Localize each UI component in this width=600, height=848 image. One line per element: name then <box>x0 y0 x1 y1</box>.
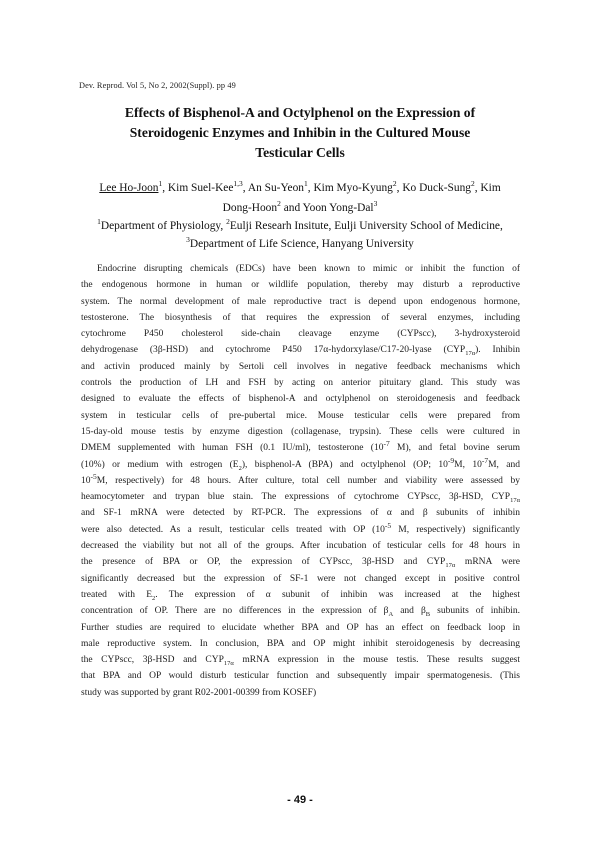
abstract-line: decreased the viability but not all of the groups. After incubation of testicular cells for 48 hours in <box>81 541 520 552</box>
abstract-body <box>81 261 520 701</box>
abstract-line: dehydrogenase (3β-HSD) and cytochrome P450 17α-hydorxylase/C17-20-lyase $(CYP_{17\alpha})$. Inhibin <box>81 345 520 358</box>
affiliation-text: Department of Life Science, Hanyang University <box>189 237 414 250</box>
abstract-line: study was supported by grant R02-2001-00399 from KOSEF) <box>81 687 317 698</box>
author-affiliation-mark: 1,3 <box>233 179 243 189</box>
abstract-line: DMEM supplemented with human FSH (0.1 IU/ml), testosterone ($10^{-7}$ M), and fetal bovine serum <box>81 440 520 454</box>
abstract-line: (10%) or medium with estrogen $(E_2)$, bisphenol-A (BPA) and octylphenol (OP; $10^{-9}M$, $10^{-7}M$, and <box>81 456 520 472</box>
abstract-line: controls the production of LH and FSH by acting on anterior pituitary gland. This study was <box>81 378 520 389</box>
journal-citation: Dev. Reprod. Vol 5, No 2, 2002(Suppl). pp 49 <box>79 81 236 90</box>
page-number: - 49 - <box>287 794 313 806</box>
abstract-line: that BPA and OP would disturb testicular function and subsequently impair spermatogenesis. (This <box>81 671 520 682</box>
abstract-line: concentration of OP. There are no differences in the expression of $\beta_A$ and $\beta_B$ subunits of inhibin. <box>81 606 520 619</box>
abstract-line: and SF-1 mRNA were detected by RT-PCR. The expressions of α and β subunits of inhibin <box>81 508 520 519</box>
author-name: Dong-Hoon <box>222 201 278 214</box>
affiliation-line-1 <box>60 218 540 236</box>
author-name: Ko Duck-Sung <box>402 182 471 194</box>
abstract-line: were also detected. As a result, testicular cells treated with OP ($10^{-5}$ M, respectively) significantly <box>81 521 520 535</box>
paper-title <box>60 103 540 163</box>
author-affiliation-mark: 2 <box>277 198 281 208</box>
abstract-line: significantly decreased but the expression of SF-1 were not changed except in positive control <box>81 573 520 584</box>
affiliation-line-2 <box>60 236 540 254</box>
affiliation-mark: 3 <box>186 234 190 244</box>
abstract-line: the presence of BPA or OP, the expression of CYPscc, 3β-HSD and $CYP_{17\alpha}$ mRNA were <box>81 557 520 570</box>
author-name: Lee Ho-Joon <box>99 182 159 194</box>
abstract-line: and activin produced mainly by Sertoli cell involves in negative feedback mechanisms which <box>81 361 520 372</box>
abstract-line: the endogenous hormone in human or wildlife population, thereby may disturb a reproductive <box>81 280 520 291</box>
author-name: Kim Suel-Kee <box>167 182 234 194</box>
abstract-line: system in testicular cells of pre-pubertal mice. Mouse testicular cells were prepared from <box>81 410 520 421</box>
author-affiliation-mark: 1 <box>303 179 308 189</box>
abstract-line: heamocytometer and trypan blue stain. The expressions of cytochrome CYPscc, 3β-HSD, $CYP_{17\alpha}$ <box>81 492 520 505</box>
abstract-line: 15-day-old mouse testis by enzyme digestion (collagenase, trypsin). These cells were cultured in <box>81 426 520 437</box>
title-line-3: Testicular Cells <box>255 145 345 160</box>
author-affiliation-mark: 3 <box>373 198 378 208</box>
author-line-2 <box>60 199 540 219</box>
abstract-line: system. The normal development of male reproductive tract is depend upon endogenous hormone, <box>81 296 520 307</box>
author-affiliation-mark: 1 <box>158 179 163 189</box>
author-name: Kim <box>480 182 501 194</box>
affiliation-text: Eulji Researh Insitute, Eulji University School of Medicine, <box>229 220 503 232</box>
author-name: An Su-Yeon <box>247 182 304 194</box>
affiliation-text: Department of Physiology, <box>100 220 227 232</box>
author-list <box>60 179 540 218</box>
author-name: Kim Myo-Kyung <box>313 182 393 194</box>
abstract-line: $10^{-5}M$, respectively) for 48 hours. After culture, total cell number and viability were assessed by <box>81 472 520 486</box>
abstract-line: treated with $E_2$. The expression of α subunit of inhibin was increased at the highest <box>81 589 520 602</box>
abstract-line: Endocrine disrupting chemicals (EDCs) have been known to mimic or inhibit the function of <box>97 264 520 274</box>
abstract-line: designed to evaluate the effects of bisphenol-A and octylphenol on steroidogenesis and feedback <box>81 394 520 405</box>
author-affiliation-mark: 2 <box>470 179 475 189</box>
abstract-line: the CYPscc, 3β-HSD and $CYP_{17\alpha}$ mRNA expression in the mouse testis. These results suggest <box>81 655 520 668</box>
abstract-line: cytochrome P450 cholesterol side-chain cleavage enzyme (CYPscc), 3-hydroxysteroid <box>81 329 520 340</box>
title-line-1: Effects of Bisphenol-A and Octylphenol on the Expression of <box>124 105 476 120</box>
author-line-1: Lee Ho-Joon$^1$, Kim Suel-Kee$^{1,3}$, An Su-Yeon$^1$, Kim Myo-Kyung$^2$, Ko Duck-Sung$^2$, Kim <box>99 179 501 194</box>
author-affiliation-mark: 2 <box>392 179 397 189</box>
affiliation-mark: 2 <box>226 217 230 227</box>
abstract-line: testosterone. The biosynthesis of that requires the expression of several enzymes, including <box>81 312 520 323</box>
affiliation-mark: 1 <box>97 217 101 227</box>
affiliations <box>60 218 540 253</box>
author-name: Yoon Yong-Dal <box>302 201 374 214</box>
author-conjunction: and <box>283 201 301 214</box>
abstract-line: Further studies are required to elucidate whether BPA and OP has an effect on feedback loop in <box>81 622 520 633</box>
abstract-line: male reproductive system. In conclusion, BPA and OP might inhibit steroidogenesis by decreasing <box>81 638 520 649</box>
title-line-2: Steroidogenic Enzymes and Inhibin in the Cultured Mouse <box>129 125 471 140</box>
